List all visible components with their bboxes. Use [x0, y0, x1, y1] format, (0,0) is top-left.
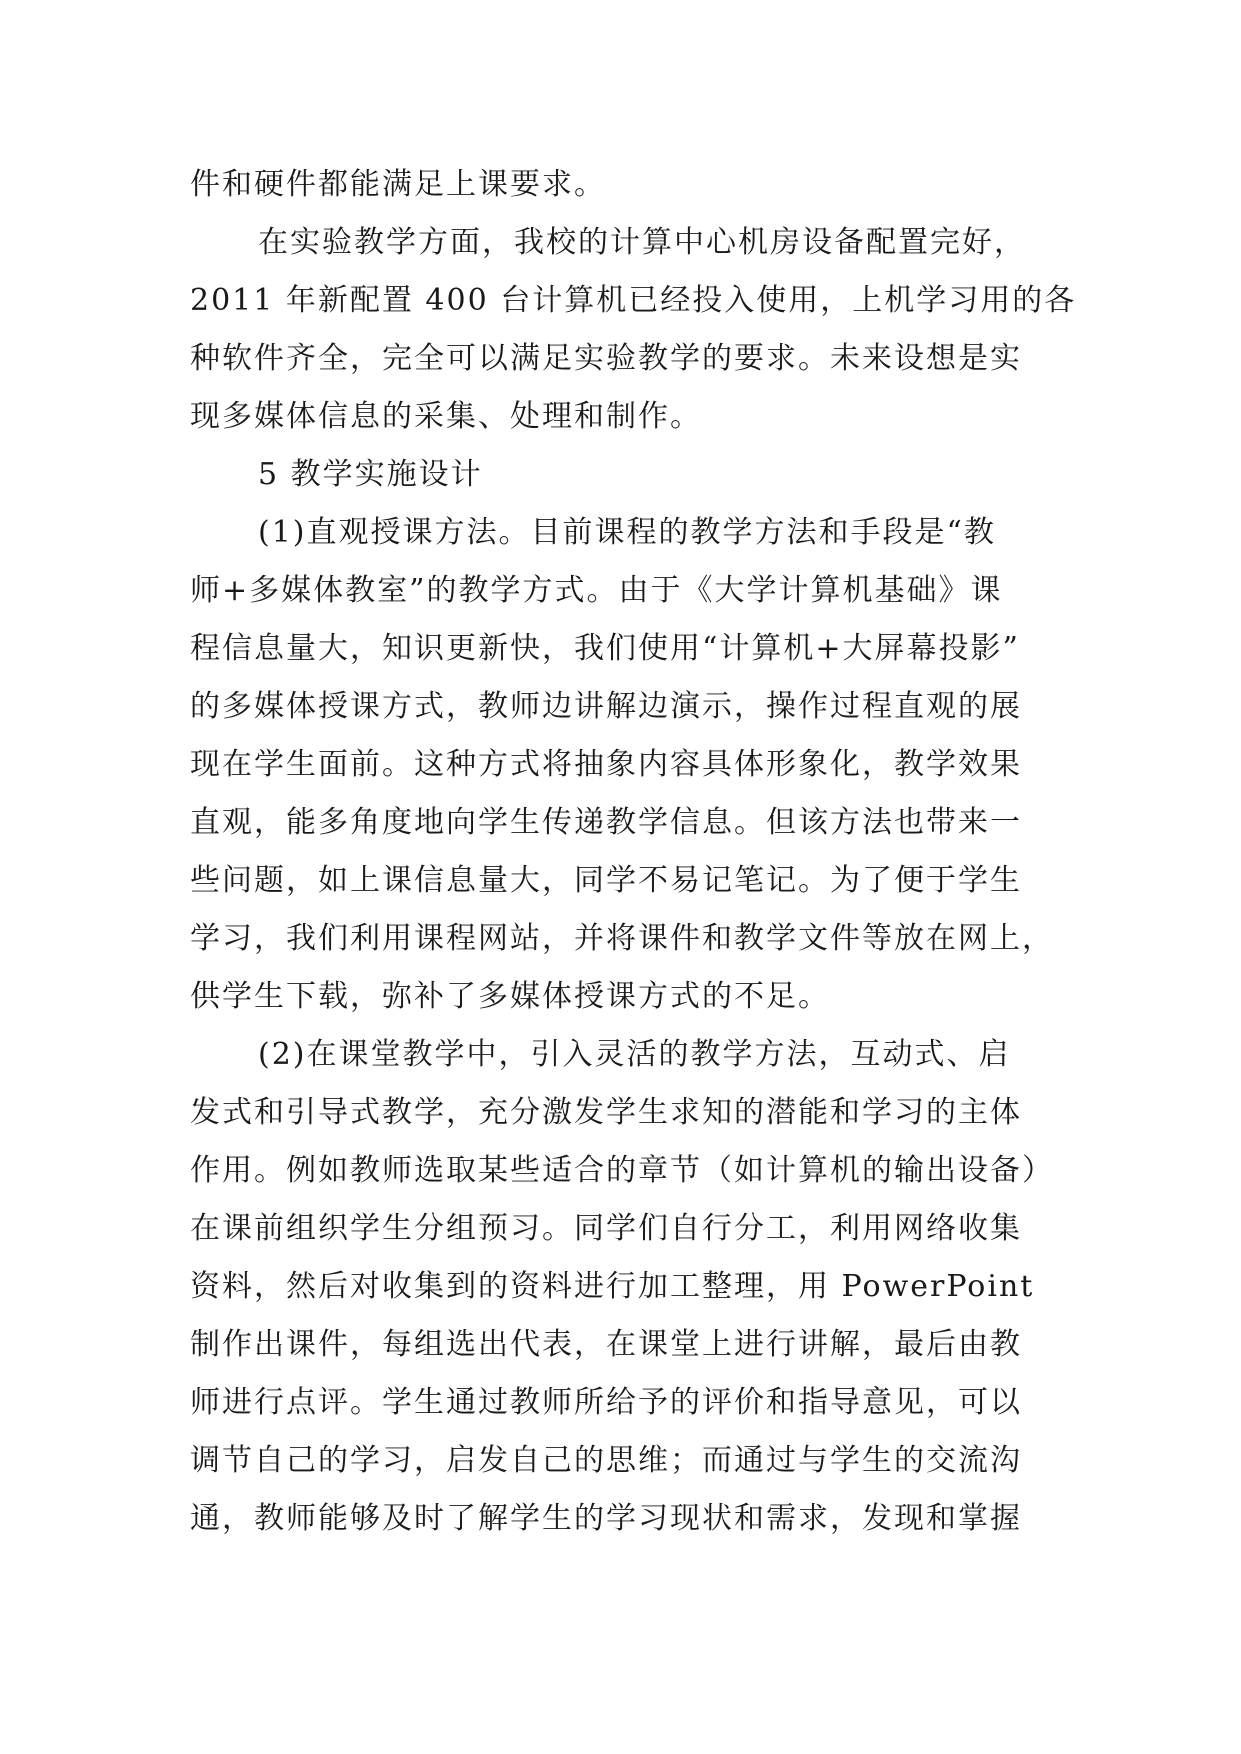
text-line: 师进行点评。学生通过教师所给予的评价和指导意见，可以 — [190, 1385, 1022, 1420]
text-line: 直观，能多角度地向学生传递教学信息。但该方法也带来一 — [190, 805, 1022, 840]
paragraph-item-2: (2)在课堂教学中，引入灵活的教学方法，互动式、启 — [258, 1037, 1011, 1072]
text-line: 制作出课件，每组选出代表，在课堂上进行讲解，最后由教 — [190, 1327, 1022, 1362]
text-line: 供学生下载，弥补了多媒体授课方式的不足。 — [190, 979, 830, 1014]
text-line: 2011 年新配置 400 台计算机已经投入使用，上机学习用的各 — [190, 283, 1077, 318]
text-line: 调节自己的学习，启发自己的思维；而通过与学生的交流沟 — [190, 1443, 1022, 1478]
text-line: 件和硬件都能满足上课要求。 — [190, 167, 606, 202]
text-line: 资料，然后对收集到的资料进行加工整理，用 PowerPoint — [190, 1269, 1035, 1304]
body-text — [190, 156, 1077, 1548]
text-line: 现在学生面前。这种方式将抽象内容具体形象化，教学效果 — [190, 747, 1022, 782]
paragraph-item-1: (1)直观授课方法。目前课程的教学方法和手段是“教 — [258, 515, 996, 550]
text-line: 发式和引导式教学，充分激发学生求知的潜能和学习的主体 — [190, 1095, 1022, 1130]
text-line: 程信息量大，知识更新快，我们使用“计算机+大屏幕投影” — [190, 631, 1020, 666]
text-line: 现多媒体信息的采集、处理和制作。 — [190, 399, 702, 434]
text-line: 通，教师能够及时了解学生的学习现状和需求，发现和掌握 — [190, 1501, 1022, 1536]
text-line: 的多媒体授课方式，教师边讲解边演示，操作过程直观的展 — [190, 689, 1022, 724]
text-line: 些问题，如上课信息量大，同学不易记笔记。为了便于学生 — [190, 863, 1022, 898]
text-line: 种软件齐全，完全可以满足实验教学的要求。未来设想是实 — [190, 341, 1022, 376]
paragraph-lab-teaching: 在实验教学方面，我校的计算中心机房设备配置完好， — [258, 225, 1026, 260]
text-line: 学习，我们利用课程网站，并将课件和教学文件等放在网上， — [190, 921, 1054, 956]
section-heading: 5 教学实施设计 — [258, 457, 483, 492]
text-line: 师+多媒体教室”的教学方式。由于《大学计算机基础》课 — [190, 573, 1003, 608]
text-line: 作用。例如教师选取某些适合的章节（如计算机的输出设备） — [190, 1153, 1054, 1188]
text-line: 在课前组织学生分组预习。同学们自行分工，利用网络收集 — [190, 1211, 1022, 1246]
